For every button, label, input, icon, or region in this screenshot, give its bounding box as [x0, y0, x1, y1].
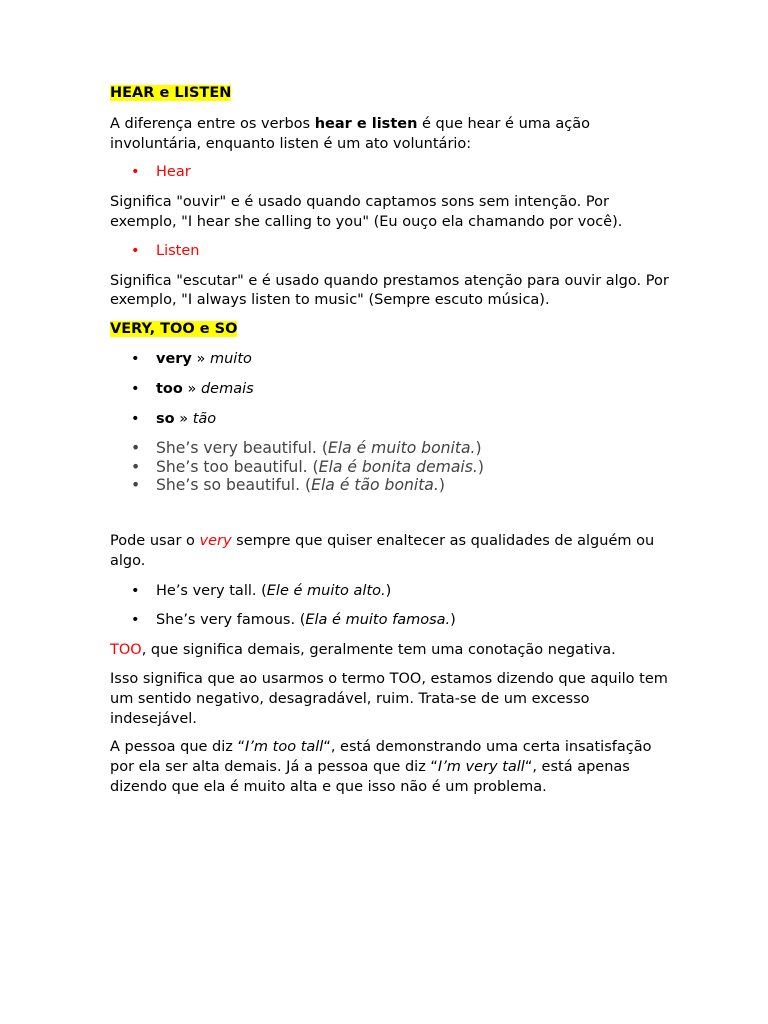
list-item-example [110, 439, 670, 457]
intro-paragraph [110, 115, 670, 155]
final-quote-very-tall: I’m very tall [437, 759, 525, 776]
heading-very-too-so [110, 320, 670, 340]
final-quote-too-tall: I’m too tall [245, 739, 324, 756]
term-word: very [156, 350, 192, 367]
term-meaning: tão [192, 410, 217, 427]
term-separator: » [182, 380, 201, 397]
final-text-e: “, está apenas dizendo que ela é muito alta e que isso não é um problema. [110, 759, 630, 795]
term-word: too [156, 380, 183, 397]
example-pt: Ela é muito bonita. [327, 439, 476, 458]
example-pt: Ela é muito famosa. [305, 612, 451, 629]
very-paragraph [110, 532, 670, 572]
term-word: so [156, 410, 175, 427]
document-page [110, 84, 670, 798]
heading-hear-listen-text: HEAR e LISTEN [110, 85, 232, 101]
list-item-listen: • Listen [110, 242, 670, 262]
example-close: ) [385, 582, 392, 599]
list-item-very-example [110, 582, 670, 602]
too-text: , que significa demais, geralmente tem uma conotação negativa. [141, 642, 616, 659]
very-examples-list [110, 582, 670, 632]
list-item-term [110, 380, 670, 400]
example-en: He’s very tall. ( [156, 582, 267, 599]
final-paragraph [110, 738, 670, 797]
isso-paragraph: Isso significa que ao usarmos o termo TOO, estamos dizendo que aquilo tem um sentido negativo, desagradável, ruim. Trata-se de um excesso indesejável. [110, 670, 668, 727]
term-separator: » [174, 410, 193, 427]
intro-text-bold: hear e listen [314, 115, 418, 132]
too-word: TOO [110, 642, 142, 659]
list-item-term [110, 350, 670, 370]
listen-paragraph: Significa "escutar" e é usado quando prestamos atenção para ouvir algo. Por exemplo, "I always listen to music" (Sempre escuto música). [110, 272, 669, 309]
list-item-very-example [110, 611, 670, 631]
list-item-term [110, 410, 670, 430]
example-close: ) [475, 439, 482, 458]
final-text-c: “, está demonstrando uma certa insatisfação por ela ser alta demais. Já a pessoa que diz “ [110, 739, 652, 776]
example-close: ) [438, 475, 445, 494]
example-close: ) [450, 612, 456, 629]
example-en: She’s too beautiful. ( [156, 457, 319, 476]
examples-list [110, 439, 670, 494]
list-item-example [110, 458, 670, 476]
example-close: ) [477, 457, 484, 476]
intro-text-a: A diferença entre os verbos [110, 115, 315, 132]
very-word: very [199, 532, 232, 549]
hear-list [110, 163, 670, 183]
very-text-a: Pode usar o [110, 532, 200, 549]
heading-hear-listen [110, 84, 670, 104]
terms-list [110, 350, 670, 429]
example-pt: Ele é muito alto. [266, 582, 386, 599]
final-text-a: A pessoa que diz “ [110, 739, 246, 756]
term-meaning: muito [209, 350, 252, 367]
very-text-b: sempre que quiser enaltecer as qualidades de alguém ou algo. [110, 532, 655, 569]
term-separator: » [191, 350, 210, 367]
list-item-example [110, 476, 670, 494]
too-paragraph [110, 641, 670, 661]
intro-text-c: é que hear é uma ação involuntária, enquanto listen é um ato voluntário: [110, 115, 590, 152]
hear-paragraph: Significa "ouvir" e é usado quando captamos sons sem intenção. Por exemplo, "I hear she calling to you" (Eu ouço ela chamando por você). [110, 194, 623, 230]
term-meaning: demais [200, 380, 254, 397]
list-item-hear: • Hear [110, 163, 670, 183]
example-en: She’s very beautiful. ( [156, 439, 328, 458]
listen-list [110, 242, 670, 262]
example-pt: Ela é tão bonita. [311, 475, 439, 494]
example-en: She’s so beautiful. ( [156, 475, 312, 494]
example-en: She’s very famous. ( [156, 612, 306, 629]
example-pt: Ela é bonita demais. [318, 457, 478, 476]
heading-very-too-so-text: VERY, TOO e SO [110, 321, 238, 338]
